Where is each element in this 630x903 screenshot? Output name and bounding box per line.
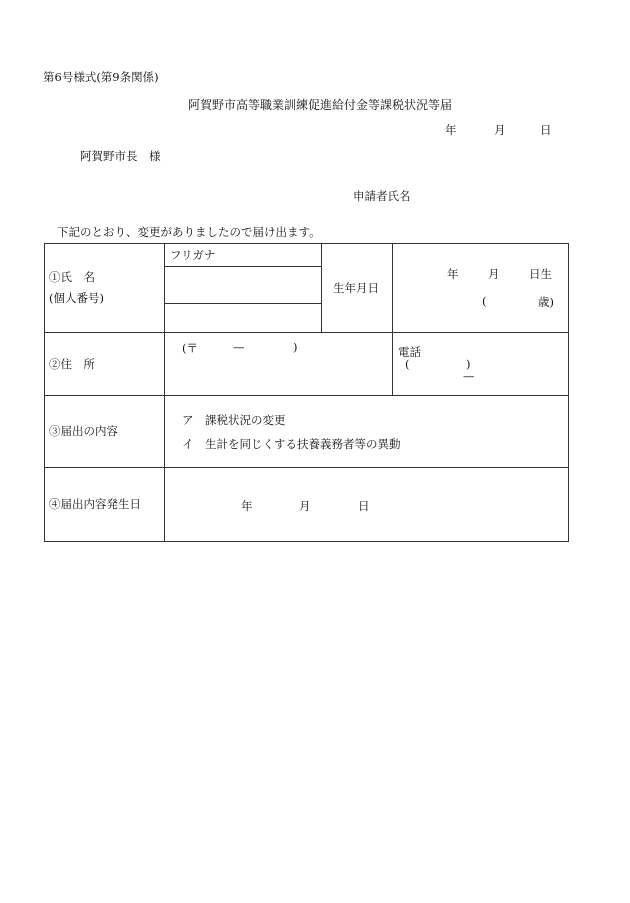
address-field[interactable] — [165, 333, 393, 396]
applicant-name-label: 申請者氏名 — [353, 189, 411, 203]
postal-close: ) — [293, 340, 298, 354]
furigana-label: フリガナ — [170, 248, 216, 262]
option-dependent-change[interactable]: イ 生計を同じくする扶養義務者等の異動 — [182, 437, 401, 451]
content-options-cell — [165, 396, 569, 468]
furigana-divider — [165, 266, 321, 267]
phone-open-paren: ( — [405, 357, 410, 371]
birth-year-label: 年 — [447, 267, 459, 281]
date-month-label: 月 — [494, 123, 506, 137]
date-year-label: 年 — [445, 123, 457, 137]
address-label-cell — [45, 333, 165, 396]
age-open-paren: ( — [482, 294, 487, 308]
postal-open: (〒 — [182, 341, 198, 355]
name-row — [45, 244, 569, 333]
name-label-cell — [45, 244, 165, 333]
name-input-cell — [165, 244, 322, 333]
form-title: 阿賀野市高等職業訓練促進給付金等課税状況等届 — [188, 98, 453, 112]
occurrence-date-field[interactable] — [165, 468, 569, 542]
name-label: ①氏 名 — [49, 270, 95, 284]
birthdate-label-cell — [322, 244, 393, 333]
birthdate-field[interactable] — [393, 244, 569, 333]
birth-day-label: 日生 — [529, 267, 552, 281]
intro-text: 下記のとおり、変更がありましたので届け出ます。 — [57, 225, 321, 239]
form-table — [44, 243, 569, 542]
occurrence-year-label: 年 — [241, 499, 253, 513]
phone-dash: — — [463, 369, 475, 383]
name-divider — [165, 303, 321, 304]
phone-label: 電話 — [398, 345, 421, 359]
date-day-label: 日 — [540, 123, 552, 137]
addressee: 阿賀野市長 様 — [80, 149, 161, 163]
occurrence-date-label-cell — [45, 468, 165, 542]
birth-month-label: 月 — [488, 267, 500, 281]
phone-field[interactable] — [393, 333, 569, 396]
address-label: ②住 所 — [49, 356, 95, 371]
my-number-label: (個人番号) — [49, 291, 104, 305]
occurrence-month-label: 月 — [299, 499, 311, 513]
content-label-cell — [45, 396, 165, 468]
date-row — [45, 468, 569, 542]
occurrence-date-label: ④届出内容発生日 — [49, 497, 141, 511]
phone-close-paren: ) — [466, 357, 471, 371]
content-label: ③届出の内容 — [49, 424, 118, 438]
age-label: 歳) — [538, 295, 554, 309]
occurrence-day-label: 日 — [358, 499, 370, 513]
birthdate-label: 生年月日 — [333, 281, 379, 295]
option-tax-status-change[interactable]: ア 課税状況の変更 — [182, 413, 286, 427]
name-field[interactable] — [166, 268, 320, 302]
form-number: 第6号様式(第9条関係) — [43, 70, 159, 84]
address-row — [45, 333, 569, 396]
postal-dash: — — [233, 340, 245, 354]
content-row — [45, 396, 569, 468]
my-number-field[interactable] — [166, 305, 320, 331]
